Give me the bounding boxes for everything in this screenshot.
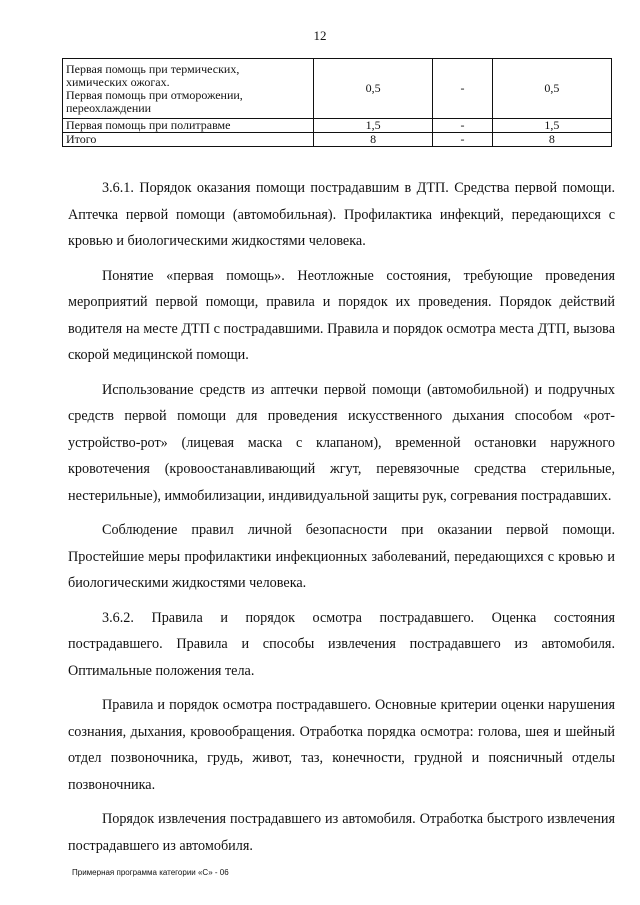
table-cell-total: 1,5 <box>314 119 433 133</box>
table-cell-practice: 1,5 <box>492 119 611 133</box>
table-cell-total: 0,5 <box>314 59 433 119</box>
table-cell-topic: Итого <box>63 133 314 147</box>
table-row <box>63 119 612 133</box>
topic-line: переохлаждении <box>66 100 152 115</box>
table-row <box>63 59 612 119</box>
paragraph: Порядок извлечения пострадавшего из автомобиля. Отработка быстрого извлечения пострадавшего из автомобиля. <box>68 811 615 854</box>
paragraph: Правила и порядок осмотра пострадавшего. Основные критерии оценки нарушения сознания, дыхания, кровообращения. Отработка порядка осмотра: голова, шея и шейный отдел позвоночника, грудь, живот, таз, конечности, грудной и поясничный отделы позвоночника. <box>68 697 615 793</box>
table-cell-practice: 0,5 <box>492 59 611 119</box>
section-3-6-2-heading: 3.6.2. Правила и порядок осмотра пострадавшего. Оценка состояния пострадавшего. Правила и способы извлечения пострадавшего из автомобиля. Оптимальные положения тела. <box>68 609 615 679</box>
table-cell-theory: - <box>433 59 493 119</box>
paragraph: Соблюдение правил личной безопасности при оказании первой помощи. Простейшие меры профилактики инфекционных заболеваний, передающихся с кровью и биологическими жидкостями человека. <box>68 522 615 591</box>
topic-line: химических ожогах. <box>66 74 170 89</box>
body-text <box>68 175 615 867</box>
topic-line: Первая помощь при термических, <box>66 61 240 76</box>
table-cell-total: 8 <box>314 133 433 147</box>
page-number: 12 <box>313 28 327 43</box>
paragraph: Понятие «первая помощь». Неотложные состояния, требующие проведения мероприятий первой помощи, правила и порядок их проведения. Порядок действий водителя на месте ДТП с пострадавшими. Правила и порядок осмотра места ДТП, вызова скорой медицинской помощи. <box>68 267 615 363</box>
table-cell-practice: 8 <box>492 133 611 147</box>
section-3-6-1-heading: 3.6.1. Порядок оказания помощи пострадавшим в ДТП. Средства первой помощи. Аптечка первой помощи (автомобильная). Профилактика инфекций, передающихся с кровью и биологическими жидкостями человека. <box>68 180 615 249</box>
table-row <box>63 133 612 147</box>
footer-note: Примерная программа категории «С» - 06 <box>72 868 229 877</box>
table-cell-topic: Первая помощь при политравме <box>63 119 314 133</box>
topic-line: Первая помощь при отморожении, <box>66 87 243 102</box>
table-cell-topic <box>63 59 314 119</box>
paragraph: Использование средств из аптечки первой помощи (автомобильной) и подручных средств первой помощи для проведения искусственного дыхания способом «рот-устройство-рот» (лицевая маска с клапаном), временной остановки наружного кровотечения (кровоостанавливающий жгут, перевязочные средства стерильные, нестерильные), иммобилизации, индивидуальной защиты рук, согревания пострадавших. <box>68 381 615 504</box>
hours-table <box>62 58 612 147</box>
table-cell-theory: - <box>433 133 493 147</box>
table-cell-theory: - <box>433 119 493 133</box>
